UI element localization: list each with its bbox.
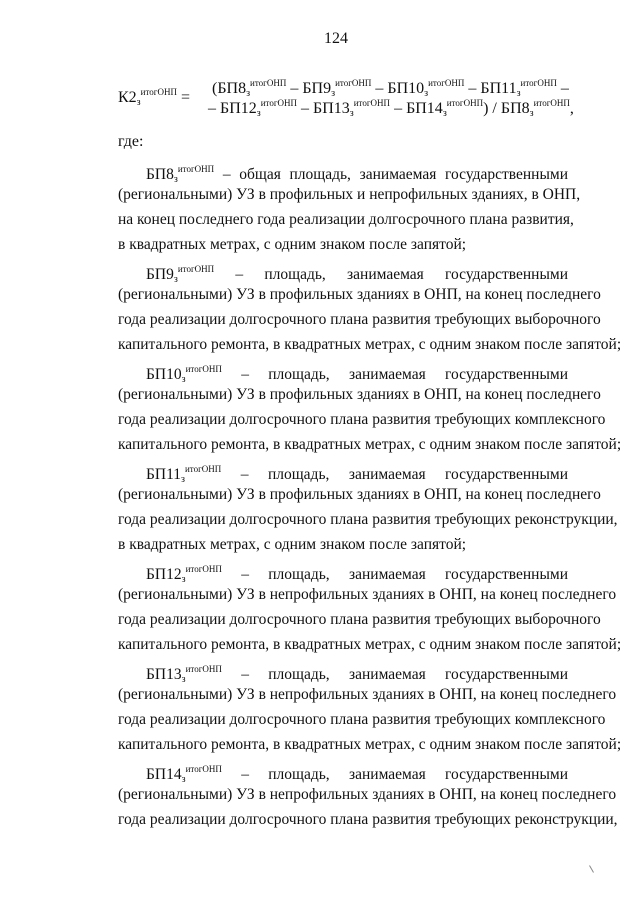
definition-term-sub: з	[181, 374, 186, 385]
definition-line: (региональными) УЗ в непрофильных зданиях в ОНП, на конец последнего	[118, 786, 617, 803]
definition-term-sup: итогОНП	[185, 564, 222, 574]
definition-text: – площадь, занимаемая государственными	[214, 266, 568, 283]
formula-sup: итогОНП	[428, 78, 465, 88]
definition-line: капитального ремонта, в квадратных метрах, с одним знаком после запятой;	[118, 636, 622, 653]
formula-operator: –	[556, 80, 569, 97]
formula-sup: итогОНП	[335, 78, 372, 88]
definition-line: (региональными) УЗ в профильных зданиях в ОНП, на конец последнего	[118, 286, 601, 303]
definition-term-sub: з	[181, 574, 186, 585]
formula-term: БП12	[220, 100, 257, 117]
definition-term: БП11	[146, 466, 182, 483]
definition-line	[118, 257, 568, 285]
formula-operator: –	[286, 80, 303, 97]
formula-line-2	[208, 98, 574, 119]
formula-operator: ,	[569, 100, 574, 117]
page-number: 124	[324, 30, 348, 47]
formula-lhs-sup: итогОНП	[140, 87, 177, 97]
definition-item	[118, 357, 622, 457]
formula-sub: з	[424, 88, 429, 99]
formula-operator: –	[464, 80, 481, 97]
definition-item	[118, 757, 618, 832]
formula-equals: =	[180, 89, 190, 106]
formula-term: БП14	[406, 100, 443, 117]
definition-term-sup: итогОНП	[185, 764, 222, 774]
formula-pre: –	[208, 100, 220, 117]
definition-line: года реализации долгосрочного плана развития требующих реконструкции,	[118, 511, 618, 528]
definition-line: (региональными) УЗ в профильных зданиях в ОНП, на конец последнего	[118, 386, 601, 403]
definition-line: в квадратных метрах, с одним знаком после запятой;	[118, 536, 467, 553]
definition-term-sub: з	[173, 174, 178, 185]
definition-term: БП12	[146, 566, 182, 583]
definition-item	[118, 157, 581, 257]
definition-line	[118, 657, 568, 685]
formula-sub: з	[516, 88, 521, 99]
formula-sup: итогОНП	[520, 78, 557, 88]
formula-sub: з	[349, 108, 354, 119]
definition-term-sup: итогОНП	[177, 264, 215, 274]
definition-line	[118, 557, 568, 585]
formula-sup: итогОНП	[250, 78, 287, 88]
formula-sup: итогОНП	[353, 98, 391, 108]
definition-term-sup: итогОНП	[185, 664, 222, 674]
formula-sub: з	[246, 88, 251, 99]
formula-lhs-sub: з	[136, 97, 141, 108]
formula-operator: –	[297, 100, 314, 117]
definition-term: БП9	[146, 266, 174, 283]
definition-line: (региональными) УЗ в профильных и непрофильных зданиях, в ОНП,	[118, 186, 581, 203]
definition-line	[118, 457, 568, 485]
definition-item	[118, 557, 622, 657]
definition-line: года реализации долгосрочного плана развития требующих выборочного	[118, 611, 601, 628]
formula-operator: –	[371, 80, 388, 97]
formula-sup: итогОНП	[533, 98, 570, 108]
definition-term: БП13	[146, 666, 182, 683]
definition-term-sub: з	[181, 674, 186, 685]
where-label: где:	[118, 133, 144, 150]
formula-sub: з	[529, 108, 534, 119]
formula-term: БП10	[387, 80, 425, 97]
formula-operator: –	[390, 100, 407, 117]
definition-line	[118, 157, 568, 185]
scan-mark	[589, 865, 594, 872]
definition-term: БП14	[146, 766, 182, 783]
definition-term-sup: итогОНП	[177, 164, 215, 174]
definition-text: – площадь, занимаемая государственными	[221, 766, 568, 783]
definition-line	[118, 357, 568, 385]
definition-line: (региональными) УЗ в непрофильных зданиях в ОНП, на конец последнего	[118, 686, 617, 703]
definition-line: года реализации долгосрочного плана развития требующих комплексного	[118, 711, 606, 728]
definition-line: капитального ремонта, в квадратных метрах, с одним знаком после запятой;	[118, 436, 622, 453]
formula-line-1	[212, 78, 569, 99]
definition-line: (региональными) УЗ в профильных зданиях в ОНП, на конец последнего	[118, 486, 601, 503]
definition-text: – общая площадь, занимаемая государственными	[214, 166, 568, 183]
definition-term: БП10	[146, 366, 182, 383]
definition-term-sup: итогОНП	[185, 364, 222, 374]
definition-text: – площадь, занимаемая государственными	[221, 666, 568, 683]
definition-term: БП8	[146, 166, 174, 183]
formula-sub: з	[331, 88, 336, 99]
formula-sub: з	[256, 108, 261, 119]
definition-term-sub: з	[181, 474, 185, 485]
formula-term: БП11	[480, 80, 517, 97]
formula-lhs	[118, 87, 190, 108]
definition-line: (региональными) УЗ в непрофильных зданиях в ОНП, на конец последнего	[118, 586, 617, 603]
formula-operator: ) /	[483, 100, 501, 117]
definition-line: года реализации долгосрочного плана развития требующих комплексного	[118, 411, 606, 428]
definition-line: капитального ремонта, в квадратных метрах, с одним знаком после запятой;	[118, 336, 622, 353]
definition-text: – площадь, занимаемая государственными	[221, 566, 568, 583]
formula-term: БП13	[313, 100, 350, 117]
formula-sub: з	[442, 108, 447, 119]
definition-item	[118, 257, 622, 357]
formula-pre: (	[212, 80, 218, 97]
definition-line: капитального ремонта, в квадратных метрах, с одним знаком после запятой;	[118, 736, 622, 753]
formula-term: БП8	[500, 100, 530, 117]
definition-text: – площадь, занимаемая государственными	[221, 466, 568, 483]
definition-item	[118, 657, 622, 757]
definition-text: – площадь, занимаемая государственными	[221, 366, 568, 383]
formula-term: БП9	[302, 80, 332, 97]
formula-lhs-base: К2	[118, 89, 137, 106]
definition-term-sub: з	[181, 774, 186, 785]
definition-line: в квадратных метрах, с одним знаком после запятой;	[118, 236, 467, 253]
definition-item	[118, 457, 618, 557]
definition-line: года реализации долгосрочного плана развития требующих выборочного	[118, 311, 601, 328]
definition-term-sup: итогОНП	[184, 464, 222, 474]
definitions-list	[118, 157, 622, 832]
formula-sup: итогОНП	[260, 98, 298, 108]
formula-sup: итогОНП	[446, 98, 484, 108]
definition-line	[118, 757, 568, 785]
definition-term-sub: з	[173, 274, 178, 285]
definition-line: на конец последнего года реализации долгосрочного плана развития,	[118, 211, 574, 228]
formula-term: БП8	[217, 80, 247, 97]
definition-line: года реализации долгосрочного плана развития требующих реконструкции,	[118, 811, 618, 828]
